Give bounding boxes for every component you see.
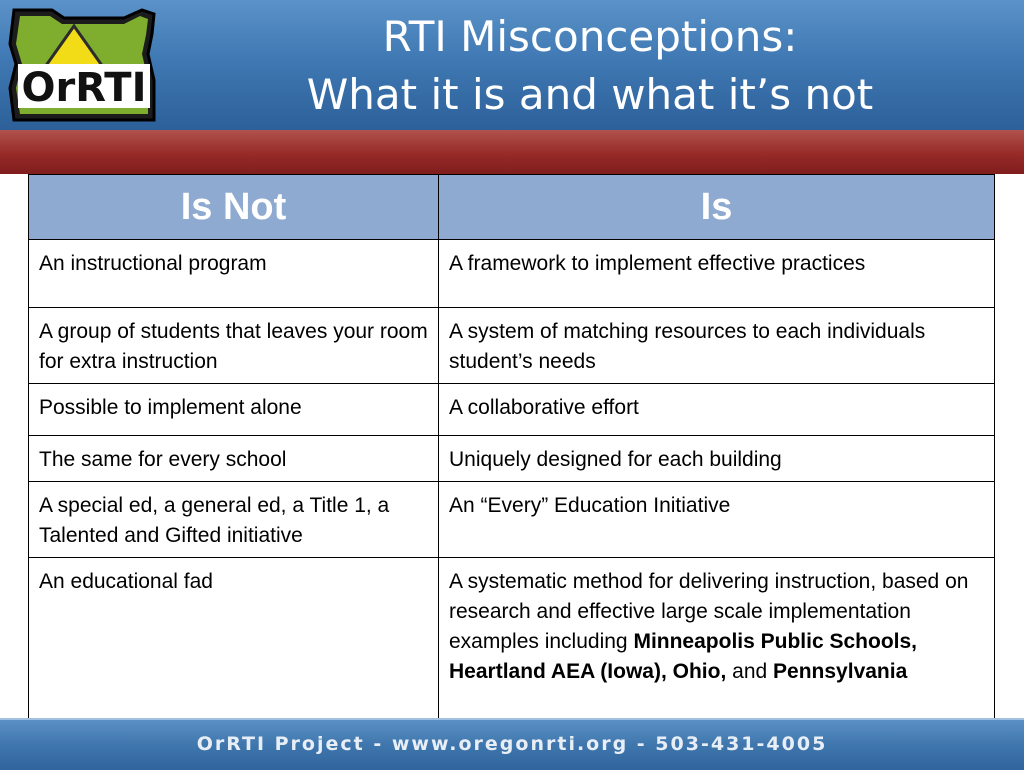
table-row: [29, 240, 995, 308]
title-line-1: RTI Misconceptions:: [382, 12, 798, 61]
is-cell: A collaborative effort: [439, 384, 995, 436]
is-not-cell: The same for every school: [29, 436, 439, 482]
is-cell: An “Every” Education Initiative: [439, 482, 995, 558]
is-cell-bold-last: Pennsylvania: [773, 660, 908, 683]
table-row: [29, 384, 995, 436]
slide-footer: [0, 718, 1024, 770]
column-header-is-not: Is Not: [29, 175, 439, 240]
is-cell-bold-examples: Minneapolis Public Schools, Heartland AEA (Iowa), Ohio,: [449, 630, 917, 683]
slide-title: [200, 8, 980, 124]
is-not-cell: A special ed, a general ed, a Title 1, a Talented and Gifted initiative: [29, 482, 439, 558]
table-row: [29, 482, 995, 558]
is-cell: Uniquely designed for each building: [439, 436, 995, 482]
table-row: [29, 308, 995, 384]
logo-text: OrRTI: [21, 65, 147, 111]
footer-text: OrRTI Project - www.oregonrti.org - 503-431-4005: [196, 733, 828, 755]
misconceptions-table: [28, 174, 995, 724]
table-header-row: [29, 175, 995, 240]
orrti-logo: [4, 4, 164, 128]
is-cell: A system of matching resources to each individuals student’s needs: [439, 308, 995, 384]
header-red-band: [0, 130, 1024, 174]
table-row: [29, 558, 995, 724]
is-not-cell: Possible to implement alone: [29, 384, 439, 436]
is-cell-intro: A systematic method for delivering instruction, based on research and effective large scale implementation examples including: [449, 570, 969, 653]
is-not-cell: A group of students that leaves your room for extra instruction: [29, 308, 439, 384]
is-cell: [439, 558, 995, 724]
column-header-is: Is: [439, 175, 995, 240]
is-not-cell: An instructional program: [29, 240, 439, 308]
is-not-cell: An educational fad: [29, 558, 439, 724]
is-cell-and: and: [732, 660, 768, 683]
title-line-2: What it is and what it’s not: [306, 70, 874, 119]
table-row: [29, 436, 995, 482]
is-cell: A framework to implement effective practices: [439, 240, 995, 308]
